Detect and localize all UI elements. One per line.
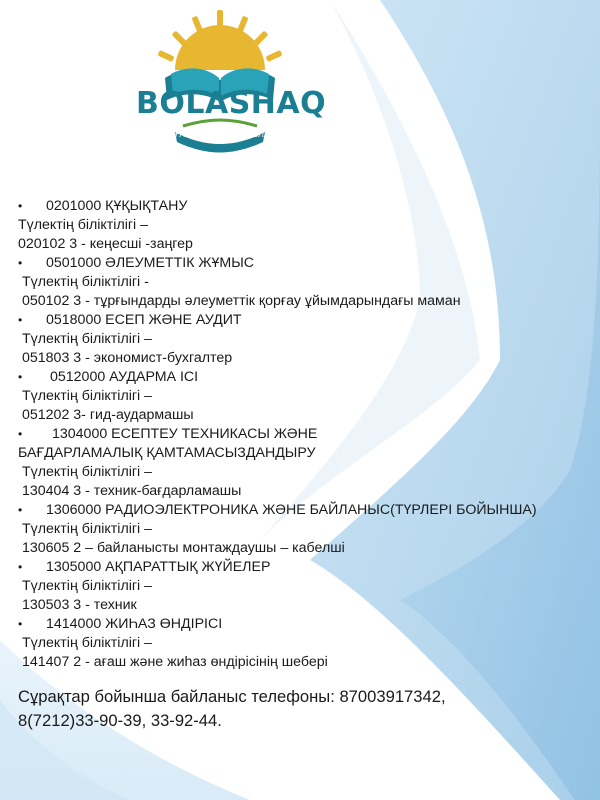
qualification-value: 051202 3- гид-аудармашы [22, 407, 194, 423]
bullet: • [18, 256, 23, 270]
contact-line-2: 8(7212)33-90-39, 33-92-44. [18, 711, 222, 730]
qualification-label: Түлектің біліктілігі – [22, 578, 153, 594]
logo-subtitle: ҚАРАҒАНДЫ ЖОҒАРҒЫ КОЛЛЕДЖІ [155, 130, 290, 139]
specialty-title-continued: БАҒДАРЛАМАЛЫҚ ҚАМТАМАСЫЗДАНДЫРУ [18, 445, 316, 461]
bullet: • [18, 199, 23, 213]
contact-info [18, 685, 593, 733]
specialty-title: 1304000 ЕСЕПТЕУ ТЕХНИКАСЫ ЖӘНЕ [52, 426, 318, 442]
specialty-item [18, 254, 593, 311]
specialty-item [18, 558, 593, 615]
qualification-value: 130404 3 - техник-бағдарламашы [22, 483, 242, 499]
qualification-value: 130605 2 – байланысты монтаждаушы – кабелші [22, 540, 345, 556]
bullet: • [18, 617, 23, 631]
qualification-label: Түлектің біліктілігі – [18, 217, 149, 233]
qualification-value: 051803 3 - экономист-бухгалтер [22, 350, 233, 366]
qualification-label: Түлектің біліктілігі – [22, 331, 153, 347]
qualification-value: 141407 2 - ағаш және жиһаз өндірісінің шебері [22, 654, 328, 670]
qualification-value: 130503 3 - техник [22, 597, 137, 613]
specialty-title: 0201000 ҚҰҚЫҚТАНУ [46, 198, 188, 214]
specialty-item [18, 425, 593, 501]
specialty-item [18, 501, 593, 558]
qualification-value: 020102 3 - кеңесші -заңгер [18, 236, 193, 252]
qualification-label: Түлектің біліктілігі - [22, 274, 149, 290]
specialty-title: 0518000 ЕСЕП ЖӘНЕ АУДИТ [46, 312, 242, 328]
specialty-item [18, 197, 593, 254]
bullet: • [18, 560, 23, 574]
specialty-item [18, 311, 593, 368]
contact-line-1: Сұрақтар бойынша байланыс телефоны: 87003917342, [18, 687, 446, 706]
logo-brand: BOLASHAQ [136, 86, 327, 121]
specialty-title: 1305000 АҚПАРАТТЫҚ ЖҮЙЕЛЕР [46, 559, 271, 575]
specialty-list [18, 197, 593, 672]
specialty-item [18, 368, 593, 425]
bullet: • [18, 370, 23, 384]
qualification-label: Түлектің біліктілігі – [22, 521, 153, 537]
qualification-label: Түлектің біліктілігі – [22, 635, 153, 651]
specialty-title: 0512000 АУДАРМА ІСІ [50, 369, 199, 385]
bullet: • [18, 313, 23, 327]
specialty-item [18, 615, 593, 672]
bullet: • [18, 503, 23, 517]
bullet: • [18, 427, 23, 441]
qualification-label: Түлектің біліктілігі – [22, 464, 153, 480]
specialty-title: 1414000 ЖИҺАЗ ӨНДІРІСІ [46, 616, 223, 632]
specialty-title: 0501000 ӘЛЕУМЕТТІК ЖҰМЫС [46, 255, 255, 271]
specialty-title: 1306000 РАДИОЭЛЕКТРОНИКА ЖӘНЕ БАЙЛАНЫС(ТҮРЛЕРІ БОЙЫНША) [46, 502, 537, 518]
qualification-label: Түлектің біліктілігі – [22, 388, 153, 404]
qualification-value: 050102 3 - тұрғындарды әлеуметтік қорғау ұйымдарындағы маман [22, 293, 461, 309]
